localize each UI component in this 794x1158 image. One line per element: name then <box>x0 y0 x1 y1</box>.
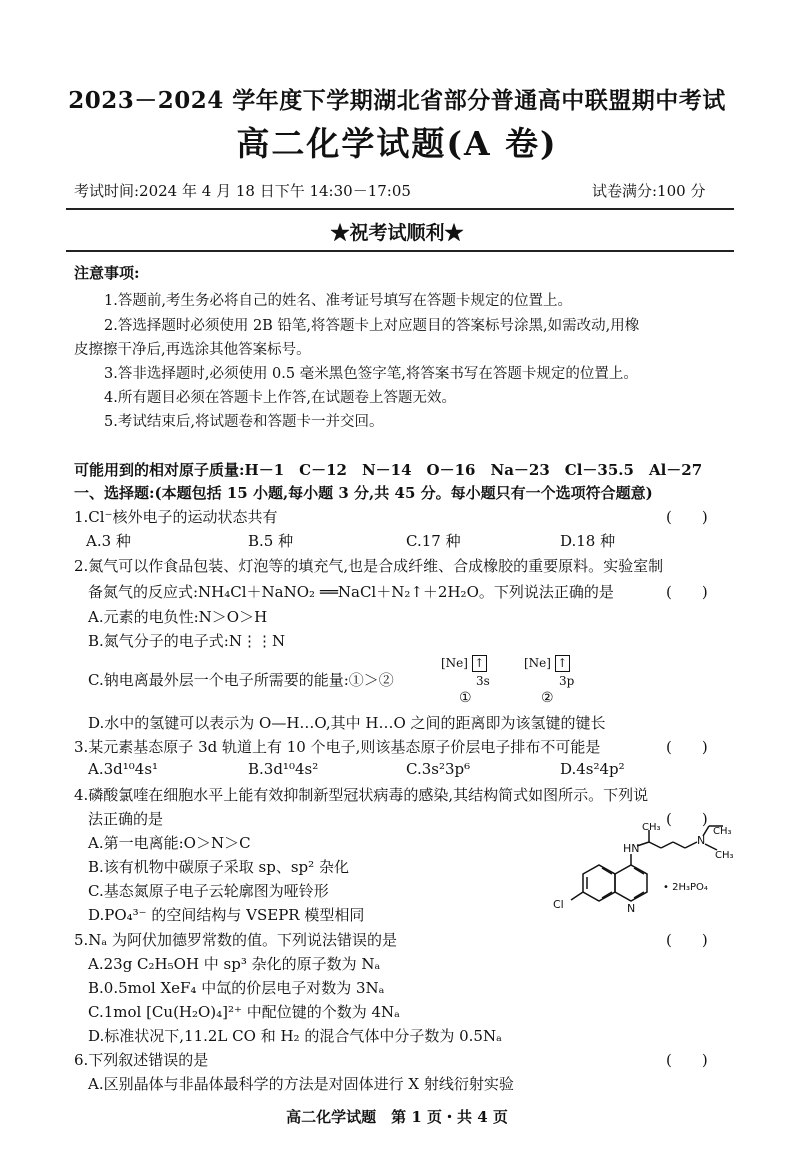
option-a: A.元素的电负性:N＞O＞H <box>88 608 268 626</box>
answer-paren: ( ) <box>666 1051 708 1069</box>
orbital-number: ① <box>459 690 472 706</box>
option-d: D.水中的氢键可以表示为 O—H…O,其中 H…O 之间的距离即为该氢键的键长 <box>88 714 606 732</box>
notice-item: 3.答非选择题时,必须使用 0.5 毫米黑色签字笔,将答案书写在答题卡规定的位置上。 <box>104 366 638 382</box>
notice-item: 5.考试结束后,将试题卷和答题卡一并交回。 <box>104 414 384 430</box>
orbital-number: ② <box>541 690 554 706</box>
question-4-stem-cont: 法正确的是 <box>88 810 164 828</box>
notice-item: 1.答题前,考生务必将自己的姓名、准考证号填写在答题卡规定的位置上。 <box>104 293 572 309</box>
option-d: D.18 种 <box>560 532 616 550</box>
answer-paren: ( ) <box>666 508 708 526</box>
question-5-stem: 5.Nₐ 为阿伏加德罗常数的值。下列说法错误的是 <box>74 931 397 949</box>
option-d: D.标准状况下,11.2L CO 和 H₂ 的混合气体中分子数为 0.5Nₐ <box>88 1027 502 1045</box>
option-c: C.1mol [Cu(H₂O)₄]²⁺ 中配位键的个数为 4Nₐ <box>88 1003 400 1021</box>
methyl-label: CH₃ <box>642 822 661 833</box>
option-b: B.该有机物中碳原子采取 sp、sp² 杂化 <box>88 858 349 876</box>
atomic-masses: 可能用到的相对原子质量:H－1 C－12 N－14 O－16 Na－23 Cl－35.5 Al－27 <box>74 461 703 479</box>
ethyl-label: CH₃ <box>713 826 732 837</box>
notice-item: 2.答选择题时必须使用 2B 铅笔,将答题卡上对应题目的答案标号涂黑,如需改动,用橡 <box>104 318 640 334</box>
question-1-stem: 1.Cl⁻核外电子的运动状态共有 <box>74 508 278 526</box>
answer-paren: ( ) <box>666 931 708 949</box>
amine-label: HN <box>623 842 640 855</box>
chloroquine-structure <box>545 822 735 922</box>
question-2-stem-cont: 备氮气的反应式:NH₄Cl＋NaNO₂ ══NaCl＋N₂↑＋2H₂O。下列说法正确的是 <box>88 583 614 601</box>
question-2-stem: 2.氮气可以作食品包装、灯泡等的填充气,也是合成纤维、合成橡胶的重要原料。实验室制 <box>74 557 664 575</box>
orbital-box: ↑ <box>555 655 570 672</box>
option-b: B.0.5mol XeF₄ 中氙的价层电子对数为 3Nₐ <box>88 979 385 997</box>
option-b: B.氮气分子的电子式:N⋮⋮N <box>88 632 286 650</box>
option-c: C.基态氮原子电子云轮廓图为哑铃形 <box>88 882 329 900</box>
nitrogen-label: N <box>697 834 706 847</box>
answer-paren: ( ) <box>666 810 708 828</box>
option-a: A.3d¹⁰4s¹ <box>88 760 159 778</box>
answer-paren: ( ) <box>666 738 708 756</box>
option-c: C.17 种 <box>406 532 461 550</box>
option-d: D.PO₄³⁻ 的空间结构与 VSEPR 模型相同 <box>88 906 365 924</box>
exam-subtitle: 高二化学试题(A 卷) <box>236 124 558 163</box>
ethyl-label: CH₃ <box>715 850 734 861</box>
option-b: B.3d¹⁰4s² <box>248 760 319 778</box>
option-a: A.区别晶体与非晶体最科学的方法是对固体进行 X 射线衍射实验 <box>88 1075 514 1093</box>
answer-paren: ( ) <box>666 583 708 601</box>
good-luck-banner: ★祝考试顺利★ <box>330 222 464 244</box>
chlorine-label: Cl <box>553 898 564 911</box>
exam-title: 2023－2024 学年度下学期湖北省部分普通高中联盟期中考试 <box>68 87 726 114</box>
option-d: D.4s²4p² <box>560 760 625 778</box>
orbital-diagram-2 <box>524 655 570 672</box>
option-a: A.23g C₂H₅OH 中 sp³ 杂化的原子数为 Nₐ <box>88 955 381 973</box>
divider-bottom <box>66 250 734 252</box>
orbital-diagram-1 <box>441 655 487 672</box>
notice-heading: 注意事项: <box>74 264 140 282</box>
question-4-stem: 4.磷酸氯喹在细胞水平上能有效抑制新型冠状病毒的感染,其结构简式如图所示。下列说 <box>74 786 649 804</box>
page-footer: 高二化学试题 第 1 页・共 4 页 <box>286 1108 508 1126</box>
question-3-stem: 3.某元素基态原子 3d 轨道上有 10 个电子,则该基态原子价层电子排布不可能是 <box>74 738 601 756</box>
notice-item: 皮擦擦干净后,再选涂其他答案标号。 <box>74 342 311 358</box>
orbital-core: [Ne] <box>524 656 551 670</box>
salt-label: • 2H₃PO₄ <box>663 882 708 893</box>
divider-top <box>66 208 734 210</box>
notice-item: 4.所有题目必须在答题卡上作答,在试题卷上答题无效。 <box>104 390 456 406</box>
orbital-box: ↑ <box>472 655 487 672</box>
option-b: B.5 种 <box>248 532 294 550</box>
full-score: 试卷满分:100 分 <box>592 182 706 200</box>
option-c: C.钠电离最外层一个电子所需要的能量:①＞② <box>88 671 394 689</box>
section-heading: 一、选择题:(本题包括 15 小题,每小题 3 分,共 45 分。每小题只有一个选项符合题意) <box>74 484 653 502</box>
orbital-label: 3s <box>476 674 490 688</box>
orbital-core: [Ne] <box>441 656 468 670</box>
option-a: A.第一电离能:O＞N＞C <box>88 834 251 852</box>
question-6-stem: 6.下列叙述错误的是 <box>74 1051 209 1069</box>
exam-time: 考试时间:2024 年 4 月 18 日下午 14:30－17:05 <box>74 182 411 200</box>
ring-nitrogen-label: N <box>627 902 636 915</box>
option-c: C.3s²3p⁶ <box>406 760 471 778</box>
option-a: A.3 种 <box>86 532 131 550</box>
orbital-label: 3p <box>559 674 575 688</box>
